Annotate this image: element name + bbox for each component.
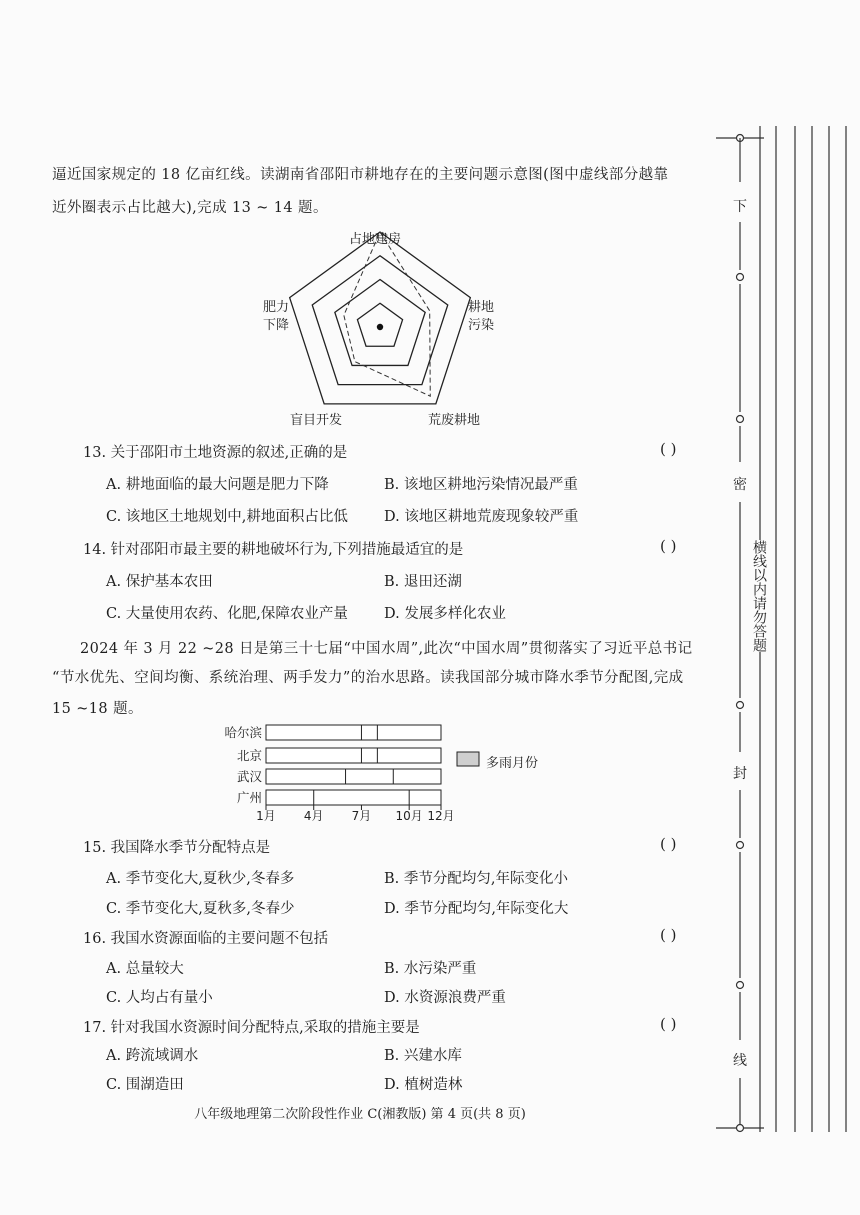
x-tick-label: 1月	[256, 809, 276, 823]
page-footer: 八年级地理第二次阶段性作业 C(湘教版) 第 4 页(共 8 页)	[194, 1107, 526, 1122]
radar-label-left-2: 下降	[263, 318, 290, 333]
binding-char-feng: 封	[733, 766, 747, 782]
intro2-line-2: “节水优先、空间均衡、系统治理、两手发力”的治水思路。读我国部分城市降水季节分配图,完成	[52, 670, 684, 686]
radar-rings	[290, 232, 471, 404]
q13-option-c[interactable]: C. 该地区土地规划中,耕地面积占比低	[106, 509, 348, 525]
city-label: 哈尔滨	[224, 725, 262, 740]
binding-char-mi: 密	[733, 477, 747, 493]
q13-option-a[interactable]: A. 耕地面临的最大问题是肥力下降	[106, 477, 329, 493]
q14-answer-paren[interactable]: ( )	[660, 537, 677, 555]
radar-ring	[290, 232, 471, 404]
intro-line-1: 逼近国家规定的 18 亿亩红线。读湖南省邵阳市耕地存在的主要问题示意图(图中虚线部分越靠	[52, 167, 669, 183]
q16-option-b[interactable]: B. 水污染严重	[384, 961, 477, 977]
binding-char-xian: 线	[733, 1053, 747, 1069]
intro2-line-1: 2024 年 3 月 22 ~28 日是第三十七届“中国水周”,此次“中国水周”贯彻落实了习近平总书记	[80, 641, 693, 657]
radar-center-dot	[377, 324, 383, 330]
city-year-bar	[266, 769, 441, 784]
radar-label-right-2: 污染	[468, 318, 495, 333]
legend-label: 多雨月份	[486, 756, 539, 771]
radar-label-right-1: 耕地	[468, 300, 495, 315]
radar-dashed-line	[344, 232, 430, 396]
radar-label-bottom-left: 盲目开发	[290, 413, 343, 428]
legend-swatch	[457, 752, 479, 766]
intro2-line-3: 15 ~18 题。	[52, 701, 143, 717]
x-tick-label: 4月	[303, 809, 324, 823]
q15-stem: 15. 我国降水季节分配特点是	[83, 840, 271, 856]
city-label: 武汉	[236, 769, 262, 784]
q14-option-b[interactable]: B. 退田还湖	[384, 574, 462, 590]
q16-option-d[interactable]: D. 水资源浪费严重	[384, 990, 506, 1006]
q17-stem: 17. 针对我国水资源时间分配特点,采取的措施主要是	[83, 1020, 420, 1036]
q16-option-c[interactable]: C. 人均占有量小	[106, 990, 213, 1006]
q13-option-d[interactable]: D. 该地区耕地荒废现象较严重	[384, 509, 579, 525]
q14-option-d[interactable]: D. 发展多样化农业	[384, 606, 506, 622]
q14-option-c[interactable]: C. 大量使用农药、化肥,保障农业产量	[106, 606, 348, 622]
q15-answer-paren[interactable]: ( )	[660, 835, 677, 853]
q17-option-b[interactable]: B. 兴建水库	[384, 1048, 462, 1064]
radar-label-left-1: 肥力	[263, 300, 290, 315]
q14-stem: 14. 针对邵阳市最主要的耕地破坏行为,下列措施最适宜的是	[83, 542, 464, 558]
q13-answer-paren[interactable]: ( )	[660, 440, 677, 458]
radar-label-top: 占地建房	[349, 232, 402, 247]
q16-stem: 16. 我国水资源面临的主要问题不包括	[83, 931, 329, 947]
q16-option-a[interactable]: A. 总量较大	[106, 961, 184, 977]
binding-notice: 横线以内请勿答题	[751, 540, 767, 652]
x-tick-label: 12月	[427, 809, 455, 823]
q17-option-a[interactable]: A. 跨流域调水	[106, 1048, 199, 1064]
q13-stem: 13. 关于邵阳市土地资源的叙述,正确的是	[83, 445, 348, 461]
q17-option-d[interactable]: D. 植树造林	[384, 1077, 463, 1093]
q13-option-b[interactable]: B. 该地区耕地污染情况最严重	[384, 477, 578, 493]
q15-option-d[interactable]: D. 季节分配均匀,年际变化大	[384, 901, 569, 917]
city-label: 广州	[236, 790, 262, 805]
radar-ring	[335, 280, 425, 366]
intro-line-2: 近外圈表示占比越大),完成 13 ~ 14 题。	[52, 200, 328, 216]
x-tick-label: 7月	[351, 809, 372, 823]
q17-option-c[interactable]: C. 围湖造田	[106, 1077, 184, 1093]
radar-ring	[312, 256, 448, 385]
city-year-bar	[266, 748, 441, 763]
radar-ring	[357, 303, 402, 346]
city-year-bar	[266, 725, 441, 740]
city-label: 北京	[236, 748, 262, 763]
q15-option-b[interactable]: B. 季节分配均匀,年际变化小	[384, 871, 568, 887]
binding-char-xia: 下	[733, 199, 747, 215]
q15-option-a[interactable]: A. 季节变化大,夏秋少,冬春多	[106, 871, 295, 887]
q15-option-c[interactable]: C. 季节变化大,夏秋多,冬春少	[106, 901, 295, 917]
x-tick-label: 10月	[395, 809, 423, 823]
q17-answer-paren[interactable]: ( )	[660, 1015, 677, 1033]
q16-answer-paren[interactable]: ( )	[660, 926, 677, 944]
q14-option-a[interactable]: A. 保护基本农田	[106, 574, 213, 590]
city-year-bar	[266, 790, 441, 805]
radar-label-bottom-right: 荒废耕地	[428, 413, 481, 428]
